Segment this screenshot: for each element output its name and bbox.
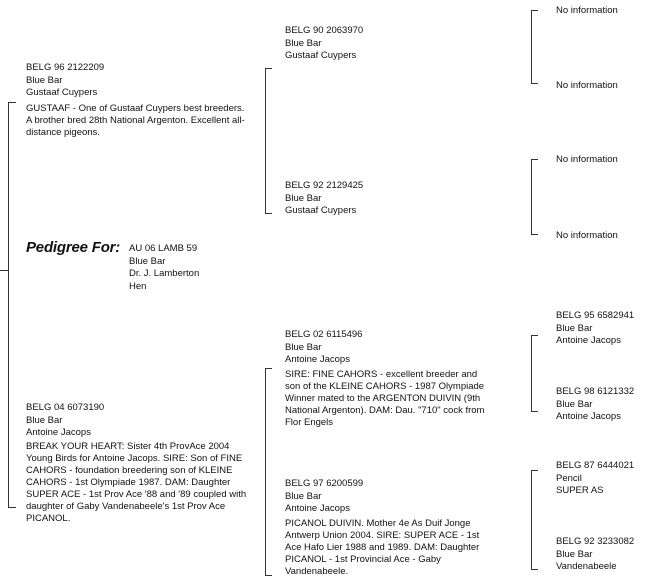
dss-owner: Antoine Jacops xyxy=(556,335,621,346)
sd-color: Blue Bar xyxy=(285,192,322,204)
ss-block xyxy=(285,25,363,63)
ds-owner: Antoine Jacops xyxy=(285,354,350,365)
dds-block xyxy=(556,460,634,498)
sire-owner: Gustaaf Cuypers xyxy=(26,87,98,98)
bracket-gen1-stub xyxy=(0,270,8,271)
sire-block xyxy=(26,62,104,100)
ssd-no-info: No information xyxy=(556,80,618,91)
ddd-band: BELG 92 3233082 xyxy=(556,536,635,547)
dd-owner: Antoine Jacops xyxy=(285,503,350,514)
sss-no-info: No information xyxy=(556,5,618,16)
dds-owner: SUPER AS xyxy=(556,485,604,496)
dam-block xyxy=(26,402,104,440)
dds-color: Pencil xyxy=(556,472,582,484)
pedigree-heading: Pedigree For: xyxy=(26,239,121,256)
bracket-dd-bottom xyxy=(531,569,538,570)
bracket-sd-bottom xyxy=(531,234,538,235)
ds-note: SIRE: FINE CAHORS - excellent breeder and son of the KLEINE CAHORS - 1987 Olympiade Winner mated to the ARGENTON DUIVIN (9th National Argenton). DAM: Dau. "710" cock from Flor Engels xyxy=(285,369,485,428)
bracket-ds-vertical xyxy=(531,335,532,412)
bracket-dam-vertical xyxy=(265,368,266,576)
bracket-sire-top xyxy=(265,68,272,69)
bracket-ds-top xyxy=(531,335,538,336)
sdd-no-info: No information xyxy=(556,230,618,241)
dss-block xyxy=(556,310,634,348)
bracket-dd-vertical xyxy=(531,470,532,570)
bracket-dam-top xyxy=(265,368,272,369)
dds-band: BELG 87 6444021 xyxy=(556,460,635,471)
subject-color: Blue Bar xyxy=(129,255,166,267)
dsd-band: BELG 98 6121332 xyxy=(556,386,635,397)
dd-note: PICANOL DUIVIN. Mother 4e As Duif Jonge Antwerp Union 2004. SIRE: SUPER ACE - 1st Ace Hafo Lier 1988 and 1989. DAM: Daughter PICANOL - 1st Provincial Ace - Gaby Vandenabeele. xyxy=(285,518,480,577)
sire-band: BELG 96 2122209 xyxy=(26,62,105,73)
bracket-sd-vertical xyxy=(531,159,532,235)
sire-color: Blue Bar xyxy=(26,74,63,86)
bracket-ss-top xyxy=(531,10,538,11)
dam-owner: Antoine Jacops xyxy=(26,427,91,438)
subject-owner: Dr. J. Lamberton xyxy=(129,268,200,279)
subject-sex: Hen xyxy=(129,280,147,292)
bracket-ss-bottom xyxy=(531,83,538,84)
dd-color: Blue Bar xyxy=(285,490,322,502)
sd-block xyxy=(285,180,363,218)
bracket-dam-bottom xyxy=(265,575,272,576)
bracket-dd-top xyxy=(531,470,538,471)
ds-color: Blue Bar xyxy=(285,341,322,353)
bracket-sd-top xyxy=(531,159,538,160)
ss-color: Blue Bar xyxy=(285,37,322,49)
subject-block xyxy=(129,243,199,293)
dsd-owner: Antoine Jacops xyxy=(556,411,621,422)
dss-color: Blue Bar xyxy=(556,322,593,334)
ss-band: BELG 90 2063970 xyxy=(285,25,364,36)
dd-band: BELG 97 6200599 xyxy=(285,478,364,489)
ddd-block xyxy=(556,536,634,574)
bracket-gen1-vertical xyxy=(8,102,9,508)
subject-band: AU 06 LAMB 59 xyxy=(129,243,198,254)
dsd-block xyxy=(556,386,634,424)
ds-band: BELG 02 6115496 xyxy=(285,329,363,340)
sd-band: BELG 92 2129425 xyxy=(285,180,364,191)
dss-band: BELG 95 6582941 xyxy=(556,310,635,321)
dam-color: Blue Bar xyxy=(26,414,63,426)
sire-note: GUSTAAF - One of Gustaaf Cuypers best breeders. A brother bred 28th National Argenton. Excellent all-distance pigeons. xyxy=(26,103,245,138)
dsd-color: Blue Bar xyxy=(556,398,593,410)
bracket-ds-bottom xyxy=(531,411,538,412)
sds-no-info: No information xyxy=(556,154,618,165)
bracket-ss-vertical xyxy=(531,10,532,84)
dam-band: BELG 04 6073190 xyxy=(26,402,105,413)
bracket-sire-bottom xyxy=(265,213,272,214)
ss-owner: Gustaaf Cuypers xyxy=(285,50,357,61)
bracket-sire-vertical xyxy=(265,68,266,214)
ds-block xyxy=(285,329,362,367)
ddd-owner: Vandenabeele xyxy=(556,561,617,572)
ddd-color: Blue Bar xyxy=(556,548,593,560)
bracket-gen1-top xyxy=(8,102,16,103)
bracket-gen1-bottom xyxy=(8,507,16,508)
sd-owner: Gustaaf Cuypers xyxy=(285,205,357,216)
dd-block xyxy=(285,478,363,516)
dam-note: BREAK YOUR HEART: Sister 4th ProvAce 2004 Young Birds for Antoine Jacops. SIRE: Son of FINE CAHORS - foundation breedering son of KLEINE CAHORS - 1st Olympiade 1987. DAM: Daughter SUPER ACE - 1st Prov Ace '88 and '89 coupled with daughter of Gaby Vandenabeele's 1st Prov Ace PICANOL. xyxy=(26,441,247,524)
